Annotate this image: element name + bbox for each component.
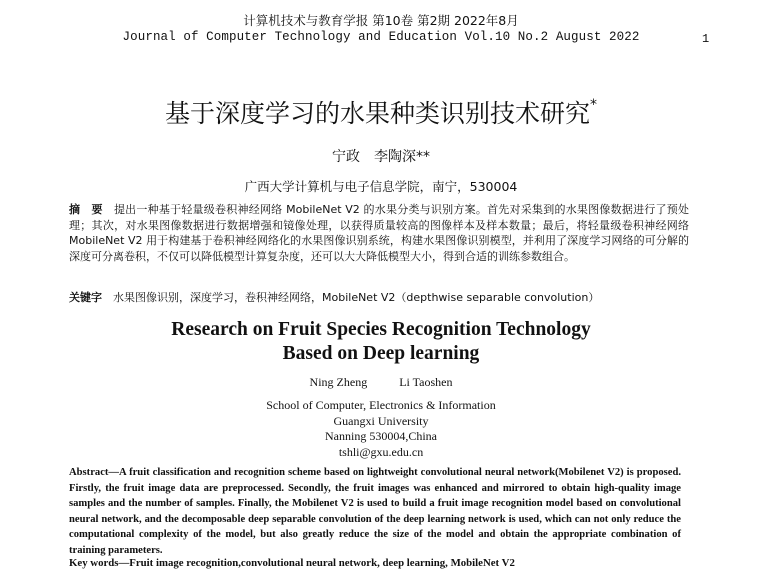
affiliation-en-line2: Guangxi University <box>333 413 429 428</box>
keywords-en: Key words—Fruit image recognition,convolutional neural network, deep learning, MobileNet V2 <box>69 557 515 569</box>
paper-title-cn-text: 基于深度学习的水果种类识别技术研究 <box>164 99 590 128</box>
author-en-2: Li Taoshen <box>399 375 453 389</box>
journal-header-cn: 计算机技术与教育学报 第10卷 第2期 2022年8月 <box>243 13 519 28</box>
keywords-cn <box>69 290 689 305</box>
authors-en <box>0 375 762 390</box>
journal-header-en: Journal of Computer Technology and Education Vol.10 No.2 August 2022 <box>122 30 640 44</box>
paper-title-cn <box>0 94 762 130</box>
abstract-cn-text: 提出一种基于轻量级卷积神经网络 MobileNet V2 的水果分类与识别方案。首先对采集到的水果图像数据进行了预处理；其次，对水果图像数据进行数据增强和镜像处理，以获得质量较高的图像样本及样本数量；最后，将轻量级卷积神经网络 MobileNet V2 用于构建基于卷积神经网络化的水果图像识别系统，构建水果图像识别模型，并利用了深度学习网络的可分解的深度可分离卷积，不仅可以降低模型计算复杂度，还可以大大降低模型大小，得到合适的训练参数组合。 <box>69 203 690 263</box>
affiliation-en-email: tshli@gxu.edu.cn <box>338 444 424 459</box>
abstract-cn <box>69 202 689 264</box>
affiliation-en <box>0 398 762 460</box>
paper-title-en <box>0 318 762 366</box>
keywords-cn-label: 关键字 <box>69 291 102 304</box>
affiliation-cn: 广西大学计算机与电子信息学院，南宁，530004 <box>244 179 518 194</box>
affiliation-en-line1: School of Computer, Electronics & Information <box>266 398 496 412</box>
keywords-cn-text: 水果图像识别，深度学习，卷积神经网络，MobileNet V2（depthwise separable convolution） <box>113 291 600 304</box>
affiliation-en-line3: Nanning 530004,China <box>325 429 437 443</box>
abstract-en: Abstract—A fruit classification and recognition scheme based on lightweight convolutional neural network(Mobilenet V2) is proposed. Firstly, the fruit image data are preprocessed. Secondly, the fruit images was enhanced and mirrored to obtain high-quality image samples and the number of samples. Finally, the Mobilenet V2 is used to build a fruit image recognition model based on convolutional neural network, and the decomposable deep separable convolution of the deep learning network is used, which can not only reduce the computational complexity of the model, but also greatly reduce the size of the model and obtain the appropriate combination of training parameters. <box>69 467 681 556</box>
author-en-1: Ning Zheng <box>309 375 368 389</box>
title-footnote-mark: * <box>590 96 597 113</box>
abstract-cn-label: 摘 要 <box>69 203 103 216</box>
page-number: 1 <box>702 32 710 46</box>
paper-title-en-line1: Research on Fruit Species Recognition Technology <box>171 319 591 340</box>
authors-cn: 宁政 李陶深** <box>332 149 430 165</box>
paper-title-en-line2: Based on Deep learning <box>282 343 480 364</box>
